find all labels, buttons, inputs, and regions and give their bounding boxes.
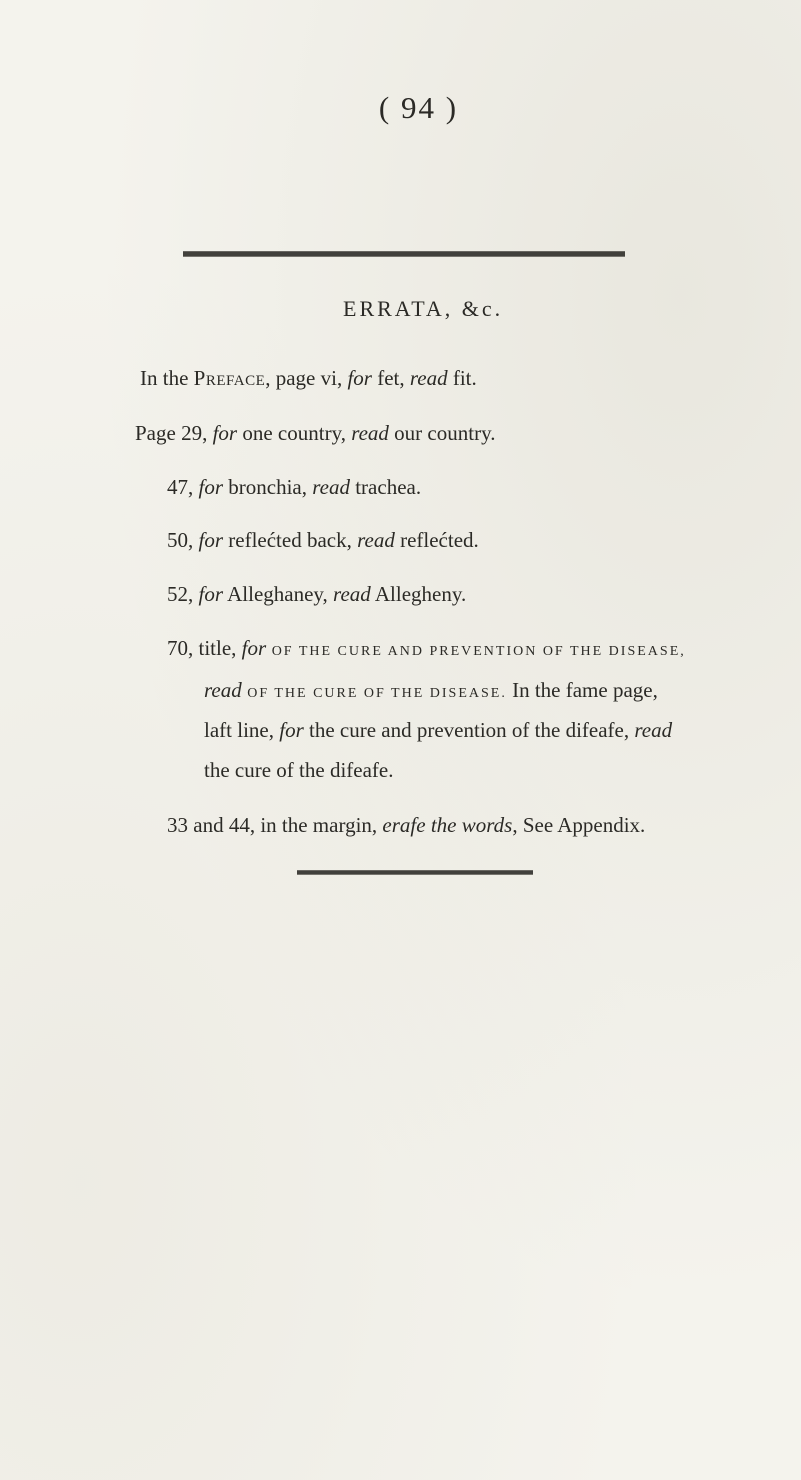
errata-line-same-page: laft line, for the cure and prevention of the difeafe, read xyxy=(204,718,673,742)
errata-line-page-33-44: 33 and 44, in the margin, erafe the words, See Appendix. xyxy=(167,813,646,837)
bottom-rule xyxy=(297,870,533,875)
errata-line-page-47: 47, for bronchia, read trachea. xyxy=(167,475,422,499)
top-rule xyxy=(183,251,625,257)
errata-line-page-70: 70, title, for OF THE CURE AND PREVENTION OF THE DISEASE, xyxy=(167,636,686,660)
errata-line-page-52: 52, for Alleghaney, read Allegheny. xyxy=(167,582,467,606)
errata-heading: ERRATA, &c. xyxy=(343,296,504,321)
errata-line-page-29: Page 29, for one country, read our country. xyxy=(135,421,496,445)
errata-line-same-page-cont: the cure of the difeafe. xyxy=(204,758,394,782)
errata-line-page-50: 50, for reflećted back, read reflećted. xyxy=(167,528,479,552)
page-number: ( 94 ) xyxy=(378,90,459,125)
errata-line-page-70-read: read OF THE CURE OF THE DISEASE. In the fame page, xyxy=(204,678,658,702)
errata-line-preface: In the Preface, page vi, for fet, read fit. xyxy=(140,366,477,390)
